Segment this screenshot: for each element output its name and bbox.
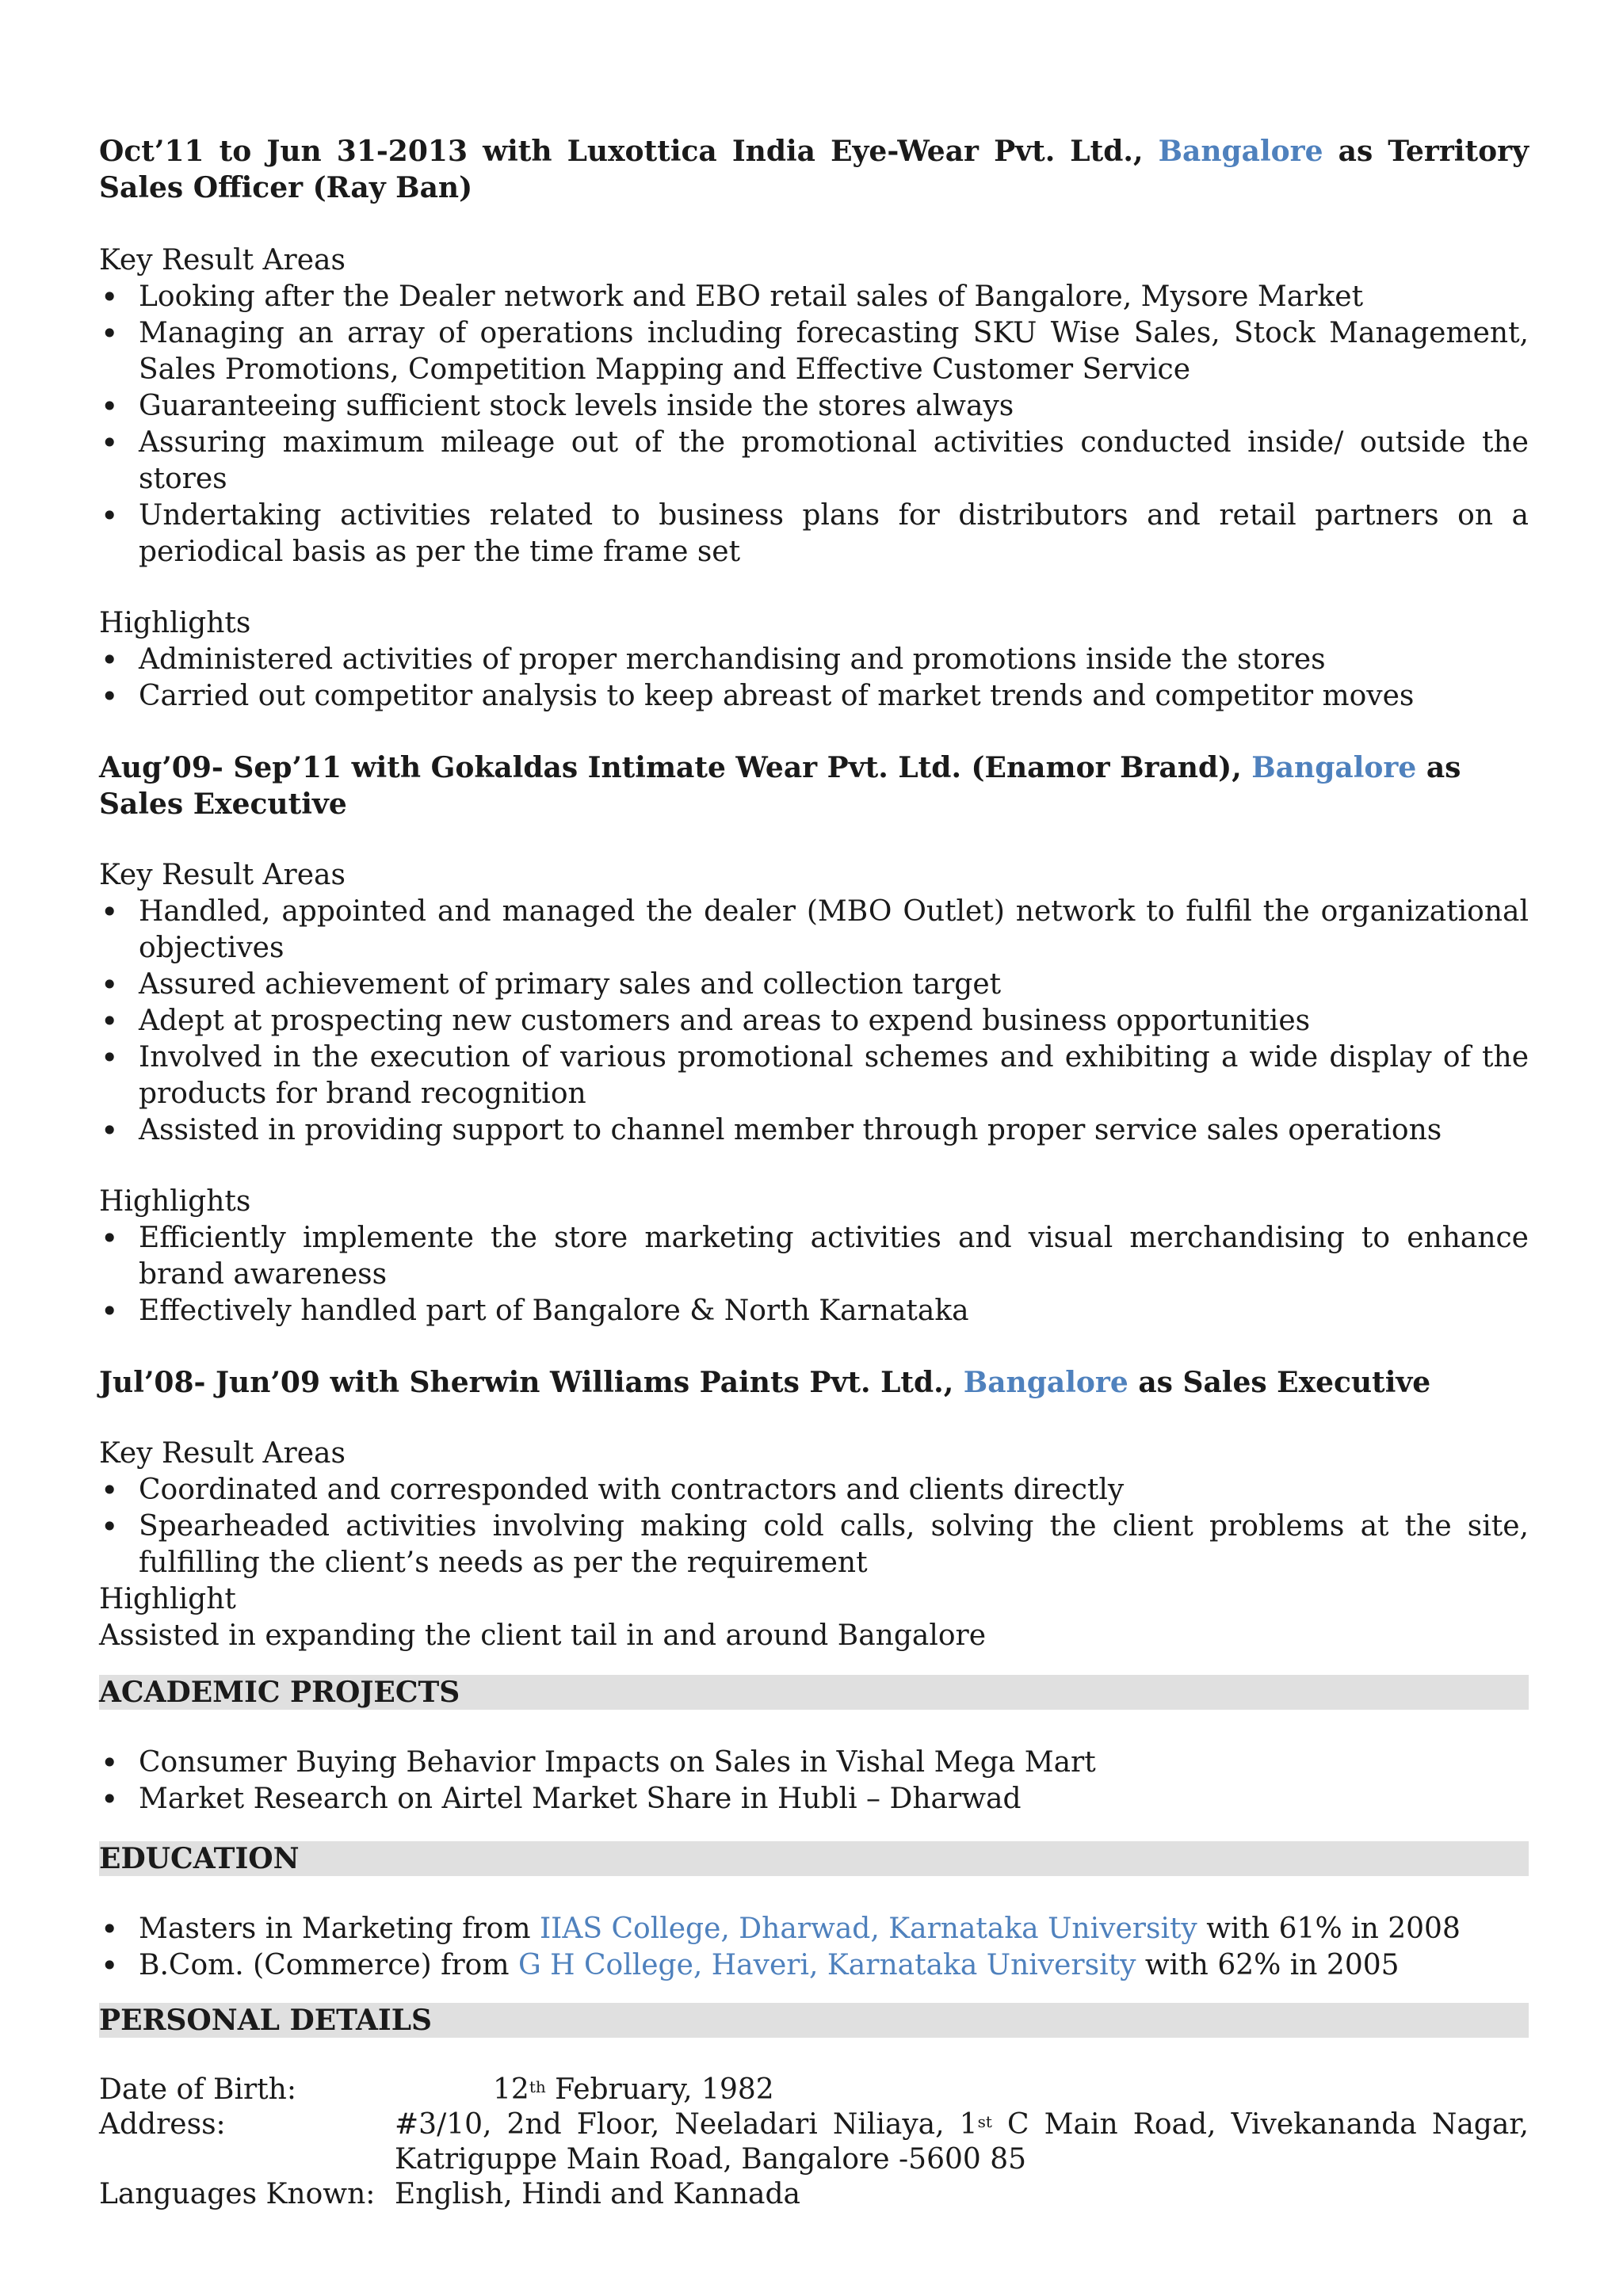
section-bar-personal: PERSONAL DETAILS: [99, 2003, 1529, 2038]
list-item: • Managing an array of operations including forecasting SKU Wise Sales, Stock Management, Sales Promotions, Competition Mapping and Effective Customer Service: [99, 315, 1529, 388]
section-bar-academic: ACADEMIC PROJECTS: [99, 1675, 1529, 1710]
degree-result: with 62% in 2005: [1144, 1949, 1400, 1981]
kra-list: [99, 279, 1529, 570]
job-heading-gokaldas: [99, 749, 1529, 822]
degree-text: Masters in Marketing from: [139, 1913, 531, 1945]
job-location: Bangalore: [1251, 751, 1417, 784]
section-bar-education: EDUCATION: [99, 1841, 1529, 1876]
languages-label: Languages Known:: [99, 2178, 376, 2210]
kra-list: [99, 1472, 1529, 1581]
kra-list: [99, 894, 1529, 1149]
job-location: Bangalore: [963, 1366, 1128, 1399]
highlights-label: Highlights: [99, 1185, 251, 1218]
dob-label: Date of Birth:: [99, 2073, 296, 2106]
job-location: Bangalore: [1158, 135, 1323, 168]
list-item: • Administered activities of proper merchandising and promotions inside the stores: [99, 642, 1529, 678]
job-heading-sherwin: [99, 1364, 1529, 1401]
address-label: Address:: [99, 2108, 226, 2141]
list-item: • Handled, appointed and managed the dealer (MBO Outlet) network to fulfil the organizational objectives: [99, 894, 1529, 967]
education-list: [99, 1911, 1529, 1984]
dob-row: [99, 2073, 1529, 2107]
list-item: • Consumer Buying Behavior Impacts on Sales in Vishal Mega Mart: [99, 1745, 1529, 1781]
languages-value: English, Hindi and Kannada: [395, 2178, 801, 2210]
degree-text: B.Com. (Commerce) from: [139, 1949, 510, 1981]
job-heading-role: as Territory Sales Officer (Ray Ban): [99, 135, 1529, 204]
job-heading-role: as Sales Executive: [99, 751, 1461, 821]
list-item: • Undertaking activities related to business plans for distributors and retail partners on a periodical basis as per the time frame set: [99, 498, 1529, 570]
list-item: • Adept at prospecting new customers and areas to expend business opportunities: [99, 1003, 1529, 1039]
highlight-text: Assisted in expanding the client tail in and around Bangalore: [99, 1619, 987, 1652]
address-pre: #3/10, 2nd Floor, Neeladari Niliaya, 1: [395, 2108, 978, 2141]
kra-label: Key Result Areas: [99, 1437, 346, 1470]
list-item: • Effectively handled part of Bangalore & North Karnataka: [99, 1293, 1529, 1329]
resume-content: [99, 133, 1529, 2212]
list-item: • Spearheaded activities involving making cold calls, solving the client problems at the site, fulfilling the client’s needs as per the requirement: [99, 1508, 1529, 1581]
list-item: • Involved in the execution of various promotional schemes and exhibiting a wide display of the products for brand recognition: [99, 1039, 1529, 1112]
education-item: [99, 1911, 1529, 1947]
highlights-list: [99, 1220, 1529, 1329]
address-sup: st: [977, 2112, 992, 2131]
list-item: • Carried out competitor analysis to keep abreast of market trends and competitor moves: [99, 678, 1529, 715]
list-item: • Assisted in providing support to channel member through proper service sales operations: [99, 1112, 1529, 1149]
job-heading-text: Aug’09- Sep’11 with Gokaldas Intimate Wear Pvt. Ltd. (Enamor Brand),: [99, 751, 1242, 784]
list-item: • Guaranteeing sufficient stock levels inside the stores always: [99, 388, 1529, 425]
institution-link: IIAS College, Dharwad, Karnataka University: [539, 1913, 1197, 1945]
highlights-label: Highlights: [99, 607, 251, 639]
dob-sup: th: [529, 2077, 546, 2096]
languages-row: [99, 2177, 1529, 2212]
dob-value: [395, 2073, 1529, 2107]
institution-link: G H College, Haveri, Karnataka University: [517, 1949, 1136, 1981]
degree-result: with 61% in 2008: [1206, 1913, 1461, 1945]
kra-label: Key Result Areas: [99, 244, 346, 277]
highlights-list: [99, 642, 1529, 715]
dob-day: 12: [493, 2073, 529, 2106]
address-row: [99, 2107, 1529, 2177]
dob-rest: February, 1982: [545, 2073, 774, 2106]
address-post: C Main Road, Vivekananda Nagar, Katriguppe Main Road, Bangalore -5600 85: [395, 2108, 1529, 2176]
list-item: • Coordinated and corresponded with contractors and clients directly: [99, 1472, 1529, 1508]
highlight-label: Highlight: [99, 1583, 236, 1615]
list-item: • Looking after the Dealer network and EBO retail sales of Bangalore, Mysore Market: [99, 279, 1529, 315]
job-heading-role: as Sales Executive: [1138, 1366, 1431, 1399]
kra-label: Key Result Areas: [99, 859, 346, 891]
list-item: • Market Research on Airtel Market Share in Hubli – Dharwad: [99, 1781, 1529, 1817]
list-item: • Assured achievement of primary sales and collection target: [99, 967, 1529, 1003]
list-item: • Assuring maximum mileage out of the promotional activities conducted inside/ outside the stores: [99, 425, 1529, 498]
academic-list: [99, 1745, 1529, 1817]
job-heading-text: Oct’11 to Jun 31-2013 with Luxottica India Eye-Wear Pvt. Ltd.,: [99, 135, 1144, 168]
list-item: • Efficiently implemente the store marketing activities and visual merchandising to enhance brand awareness: [99, 1220, 1529, 1293]
job-heading-luxottica: [99, 133, 1529, 206]
education-item: [99, 1947, 1529, 1984]
address-value: [395, 2107, 1529, 2177]
job-heading-text: Jul’08- Jun’09 with Sherwin Williams Paints Pvt. Ltd.,: [99, 1366, 954, 1399]
